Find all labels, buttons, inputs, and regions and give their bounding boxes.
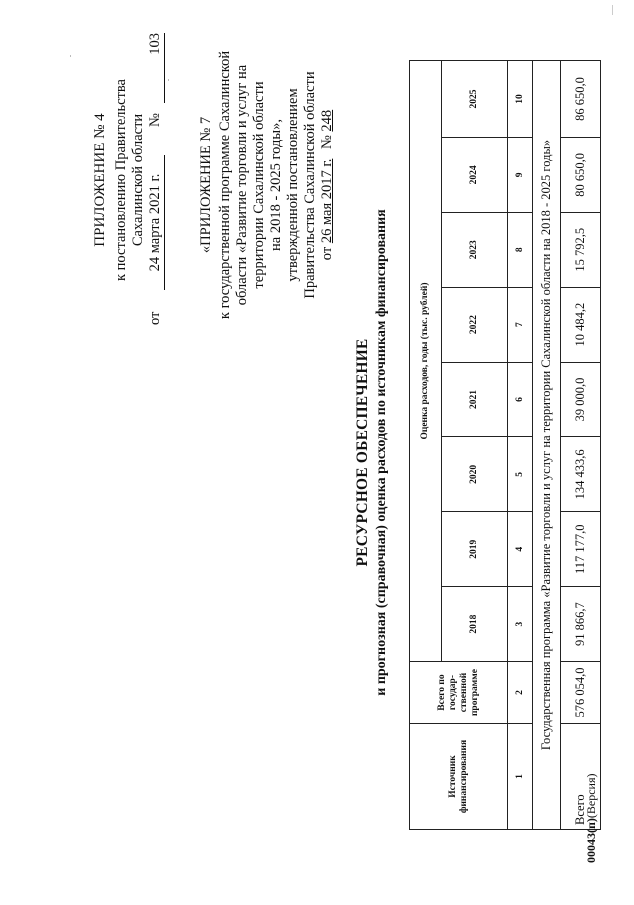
- column-number: 5: [508, 437, 533, 512]
- ref-appendix-date-line: [319, 25, 336, 345]
- total-value: 86 650,0: [561, 61, 601, 138]
- total-value: 134 433,6: [561, 437, 601, 512]
- column-number: 4: [508, 512, 533, 587]
- ref-appendix-line: Правительства Сахалинской области: [302, 71, 318, 299]
- ref-appendix-line: к государственной программе Сахалинской: [217, 50, 233, 320]
- scan-speck: [168, 79, 169, 81]
- appendix-number: 103: [147, 33, 165, 103]
- scan-speck: [70, 55, 71, 57]
- header-source: Источник финансирования: [410, 724, 508, 830]
- ref-appendix-block: [198, 25, 336, 345]
- document-title: РЕСУРСНОЕ ОБЕСПЕЧЕНИЕ: [354, 338, 371, 567]
- header-year: 2021: [442, 362, 508, 437]
- document-heading: [354, 0, 390, 905]
- footer-version: (Версия): [584, 773, 598, 819]
- column-number: 1: [508, 724, 533, 830]
- total-value: 39 000,0: [561, 362, 601, 437]
- document-subtitle: и прогнозная (справочная) оценка расходов по источникам финансирования: [374, 209, 389, 696]
- column-number: 8: [508, 212, 533, 287]
- ref-appendix-title: «ПРИЛОЖЕНИЕ № 7: [198, 116, 214, 254]
- appendix-title: ПРИЛОЖЕНИЕ № 4: [92, 113, 108, 247]
- column-number: 3: [508, 587, 533, 662]
- ref-appendix-line: территории Сахалинской области: [251, 81, 267, 289]
- ref-appendix-from-label: от: [319, 246, 335, 261]
- total-value: 91 866,7: [561, 587, 601, 662]
- appendix-date-line: [147, 35, 165, 325]
- program-row: [533, 61, 561, 830]
- header-row-1: [410, 61, 442, 830]
- total-row: [561, 61, 601, 830]
- column-number: 2: [508, 662, 533, 724]
- header-year: 2019: [442, 512, 508, 587]
- appendix-from-label: от: [147, 311, 163, 325]
- total-value: 576 054,0: [561, 662, 601, 724]
- appendix-block: [92, 35, 165, 325]
- total-label: Всего: [561, 724, 601, 830]
- appendix-line-2: Сахалинской области: [130, 113, 146, 247]
- footer-code: [584, 774, 599, 864]
- header-year: 2022: [442, 287, 508, 362]
- header-year: 2023: [442, 212, 508, 287]
- ref-appendix-line: на 2018 - 2025 годы»,: [268, 119, 284, 251]
- column-number-row: [508, 61, 533, 830]
- header-year: 2018: [442, 587, 508, 662]
- appendix-date: 24 марта 2021 г.: [147, 155, 165, 290]
- header-year: 2024: [442, 137, 508, 212]
- appendix-line-1: к постановлению Правительства: [113, 79, 129, 281]
- column-number: 9: [508, 137, 533, 212]
- total-value: 10 484,2: [561, 287, 601, 362]
- total-value: 80 650,0: [561, 137, 601, 212]
- column-number: 10: [508, 61, 533, 138]
- column-number: 6: [508, 362, 533, 437]
- footer-code-number: 00043(п): [584, 818, 598, 863]
- ref-appendix-line: утвержденной постановлением: [285, 88, 301, 282]
- resource-table: [409, 60, 601, 830]
- scan-speck: [612, 5, 613, 15]
- total-value: 117 177,0: [561, 512, 601, 587]
- header-year: 2020: [442, 437, 508, 512]
- column-number: 7: [508, 287, 533, 362]
- program-name: Государственная программа «Развитие торговли и услуг на территории Сахалинской области на 2018 - 2025 годы»: [533, 61, 561, 830]
- total-value: 15 792,5: [561, 212, 601, 287]
- header-total: Всего по государ-ственной программе: [410, 662, 508, 724]
- ref-appendix-date: 26 мая 2017 г.: [319, 158, 335, 244]
- ref-appendix-num-label: №: [319, 135, 335, 150]
- appendix-num-label: №: [147, 113, 163, 127]
- header-estimate: Оценка расходов, годы (тыс. рублей): [410, 61, 442, 662]
- ref-appendix-number: 248: [319, 109, 335, 132]
- ref-appendix-line: области «Развитие торговли и услуг на: [234, 64, 250, 306]
- header-year: 2025: [442, 61, 508, 138]
